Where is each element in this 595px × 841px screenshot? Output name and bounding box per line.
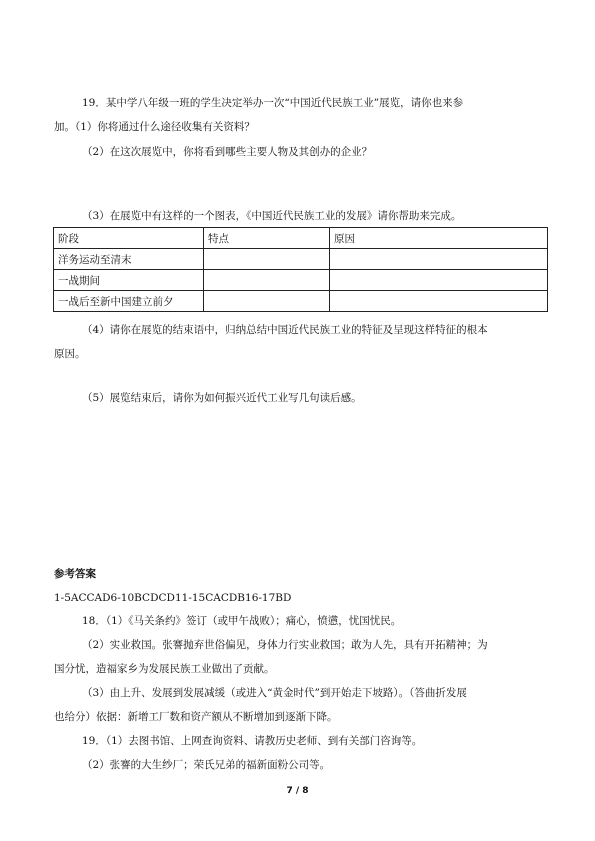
- table-cell: [204, 249, 330, 270]
- table-cell: [330, 270, 548, 291]
- page-number: 7 / 8: [286, 786, 309, 796]
- q19-line2: 加。（1）你将通过什么途径收集有关资料？: [54, 121, 255, 133]
- answer-18-2-line1: （2）实业救国。张謇抛弃世俗偏见，身体力行实业救国；敢为人先，具有开拓精神；为: [82, 639, 488, 651]
- answer-18-2-line2: 国分忧，造福家乡为发展民族工业做出了贡献。: [54, 663, 275, 675]
- table-cell: [330, 249, 548, 270]
- table-cell: [204, 291, 330, 312]
- answers-mc: 1-5ACCAD6-10BCDCD11-15CACDB16-17BD: [54, 592, 292, 604]
- answer-18-3-line2: 也给分）依据：新增工厂数和资产额从不断增加到逐渐下降。: [54, 711, 338, 723]
- q19-sub4-line2: 原因。: [54, 348, 86, 360]
- table-row: [54, 270, 548, 291]
- table-cell: 一战后至新中国建立前夕: [54, 291, 204, 312]
- table-header-row: [54, 228, 548, 249]
- table-cell: [204, 270, 330, 291]
- q19-sub4-line1: （4）请你在展览的结束语中，归纳总结中国近代民族工业的特征及呈现这样特征的根本: [82, 324, 488, 336]
- table-header-cell: 原因: [330, 228, 548, 249]
- q19-line1: 19．某中学八年级一班的学生决定举办一次“中国近代民族工业”展览，请你也来参: [82, 97, 464, 109]
- table-header-cell: 阶段: [54, 228, 204, 249]
- answer-19-1: 19．（1）去图书馆、上网查询资料、请教历史老师、到有关部门咨询等。: [82, 735, 423, 747]
- answer-18-1: 18．（1）《马关条约》签订（或甲午战败）；痛心，愤懑，忧国忧民。: [82, 615, 402, 627]
- answers-heading: 参考答案: [54, 568, 96, 580]
- q19-sub5: （5）展览结束后，请你为如何振兴近代工业写几句读后感。: [82, 392, 362, 404]
- answer-19-2: （2）张謇的大生纱厂；荣氏兄弟的福新面粉公司等。: [82, 759, 331, 771]
- table-row: [54, 249, 548, 270]
- table-cell: 洋务运动至清末: [54, 249, 204, 270]
- q19-sub3: （3）在展览中有这样的一个图表，《中国近代民族工业的发展》请你帮助来完成。: [82, 210, 462, 222]
- table-header-cell: 特点: [204, 228, 330, 249]
- table-cell: 一战期间: [54, 270, 204, 291]
- answer-18-3-line1: （3）由上升、发展到发展减缓（或进入“黄金时代”到开始走下坡路）。（答曲折发展: [82, 687, 467, 699]
- table-cell: [330, 291, 548, 312]
- q19-sub2: （2）在这次展览中，你将看到哪些主要人物及其创办的企业？: [82, 146, 373, 158]
- industry-development-table: [53, 227, 548, 312]
- table-row: [54, 291, 548, 312]
